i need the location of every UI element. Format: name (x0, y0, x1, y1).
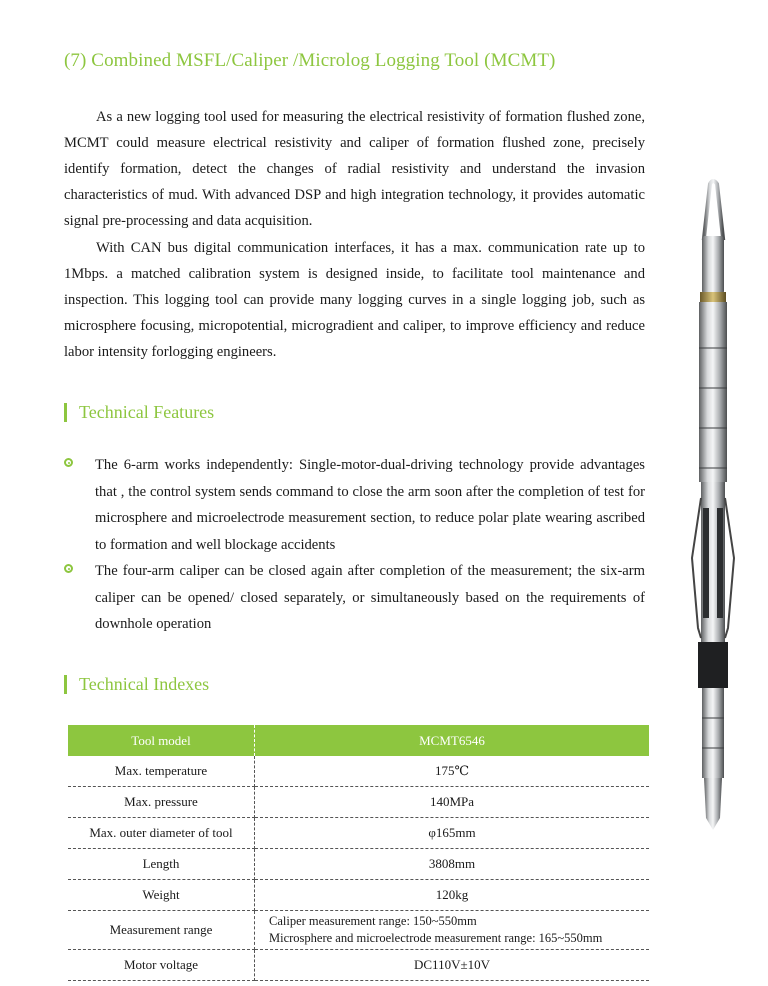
row-value: DC110V±10V (255, 950, 650, 981)
row-label: Weight (68, 880, 255, 911)
feature-item (64, 558, 645, 638)
table-row (68, 911, 649, 950)
heading-bar-icon (64, 403, 67, 422)
technical-indexes-title: Technical Indexes (79, 674, 210, 694)
row-value: 120kg (255, 880, 650, 911)
table-row (68, 756, 649, 787)
logging-tool-image (690, 178, 736, 838)
table-row (68, 818, 649, 849)
table-row (68, 880, 649, 911)
row-value-multiline (255, 911, 650, 950)
intro-paragraph-2: With CAN bus digital communication interfaces, it has a max. communication rate up to 1Mbps. a matched calibration system is designed inside, to facilitate tool maintenance and inspection. This logging tool can provide many logging curves in a single logging job, such as microsphere focusing, micropotential, microgradient and caliper, to improve efficiency and reduce labor intensity forlogging engineers. (64, 240, 645, 360)
table-row (68, 849, 649, 880)
intro-paragraph-1: As a new logging tool used for measuring the electrical resistivity of formation flushed zone, MCMT could measure electrical resistivity and caliper of formation flushed zone, precisely identify formation, detect the changes of radial resistivity and understand the invasion characteristics of mud. With advanced DSP and high integration technology, it provides automatic signal pre-processing and data acquisition. (64, 109, 645, 229)
table-header-row (68, 725, 649, 756)
header-model-value: MCMT6546 (255, 725, 650, 756)
row-value: φ165mm (255, 818, 650, 849)
feature-item (64, 452, 645, 558)
specs-table (68, 725, 649, 981)
bullet-circle-icon (64, 564, 73, 573)
table-row (68, 950, 649, 981)
heading-bar-icon (64, 675, 67, 694)
row-label: Max. pressure (68, 787, 255, 818)
technical-features-title: Technical Features (79, 402, 215, 422)
row-value: 140MPa (255, 787, 650, 818)
table-row (68, 787, 649, 818)
row-label: Length (68, 849, 255, 880)
row-label: Motor voltage (68, 950, 255, 981)
row-label: Max. outer diameter of tool (68, 818, 255, 849)
feature-text: The four-arm caliper can be closed again after completion of the measurement; the six-arm caliper can be opened/ closed separately, or simultaneously based on the requirements of downhole operation (95, 563, 645, 632)
page-title: (7) Combined MSFL/Caliper /Microlog Logging Tool (MCMT) (64, 50, 556, 71)
bullet-circle-icon (64, 458, 73, 467)
header-tool-model: Tool model (68, 725, 255, 756)
value-line: Caliper measurement range: 150~550mm (269, 914, 477, 928)
row-value: 3808mm (255, 849, 650, 880)
row-label: Max. temperature (68, 756, 255, 787)
row-value: 175℃ (255, 756, 650, 787)
row-label: Measurement range (68, 911, 255, 950)
value-line: Microsphere and microelectrode measurement range: 165~550mm (269, 931, 603, 945)
feature-text: The 6-arm works independently: Single-motor-dual-driving technology provide advantages that , the control system sends command to close the arm soon after the completion of test for microsphere and microelectrode measurement section, to reduce polar plate wearing ascribed to formation and well blockage accidents (95, 457, 645, 553)
technical-indexes-heading (64, 674, 209, 695)
technical-features-heading (64, 402, 214, 423)
